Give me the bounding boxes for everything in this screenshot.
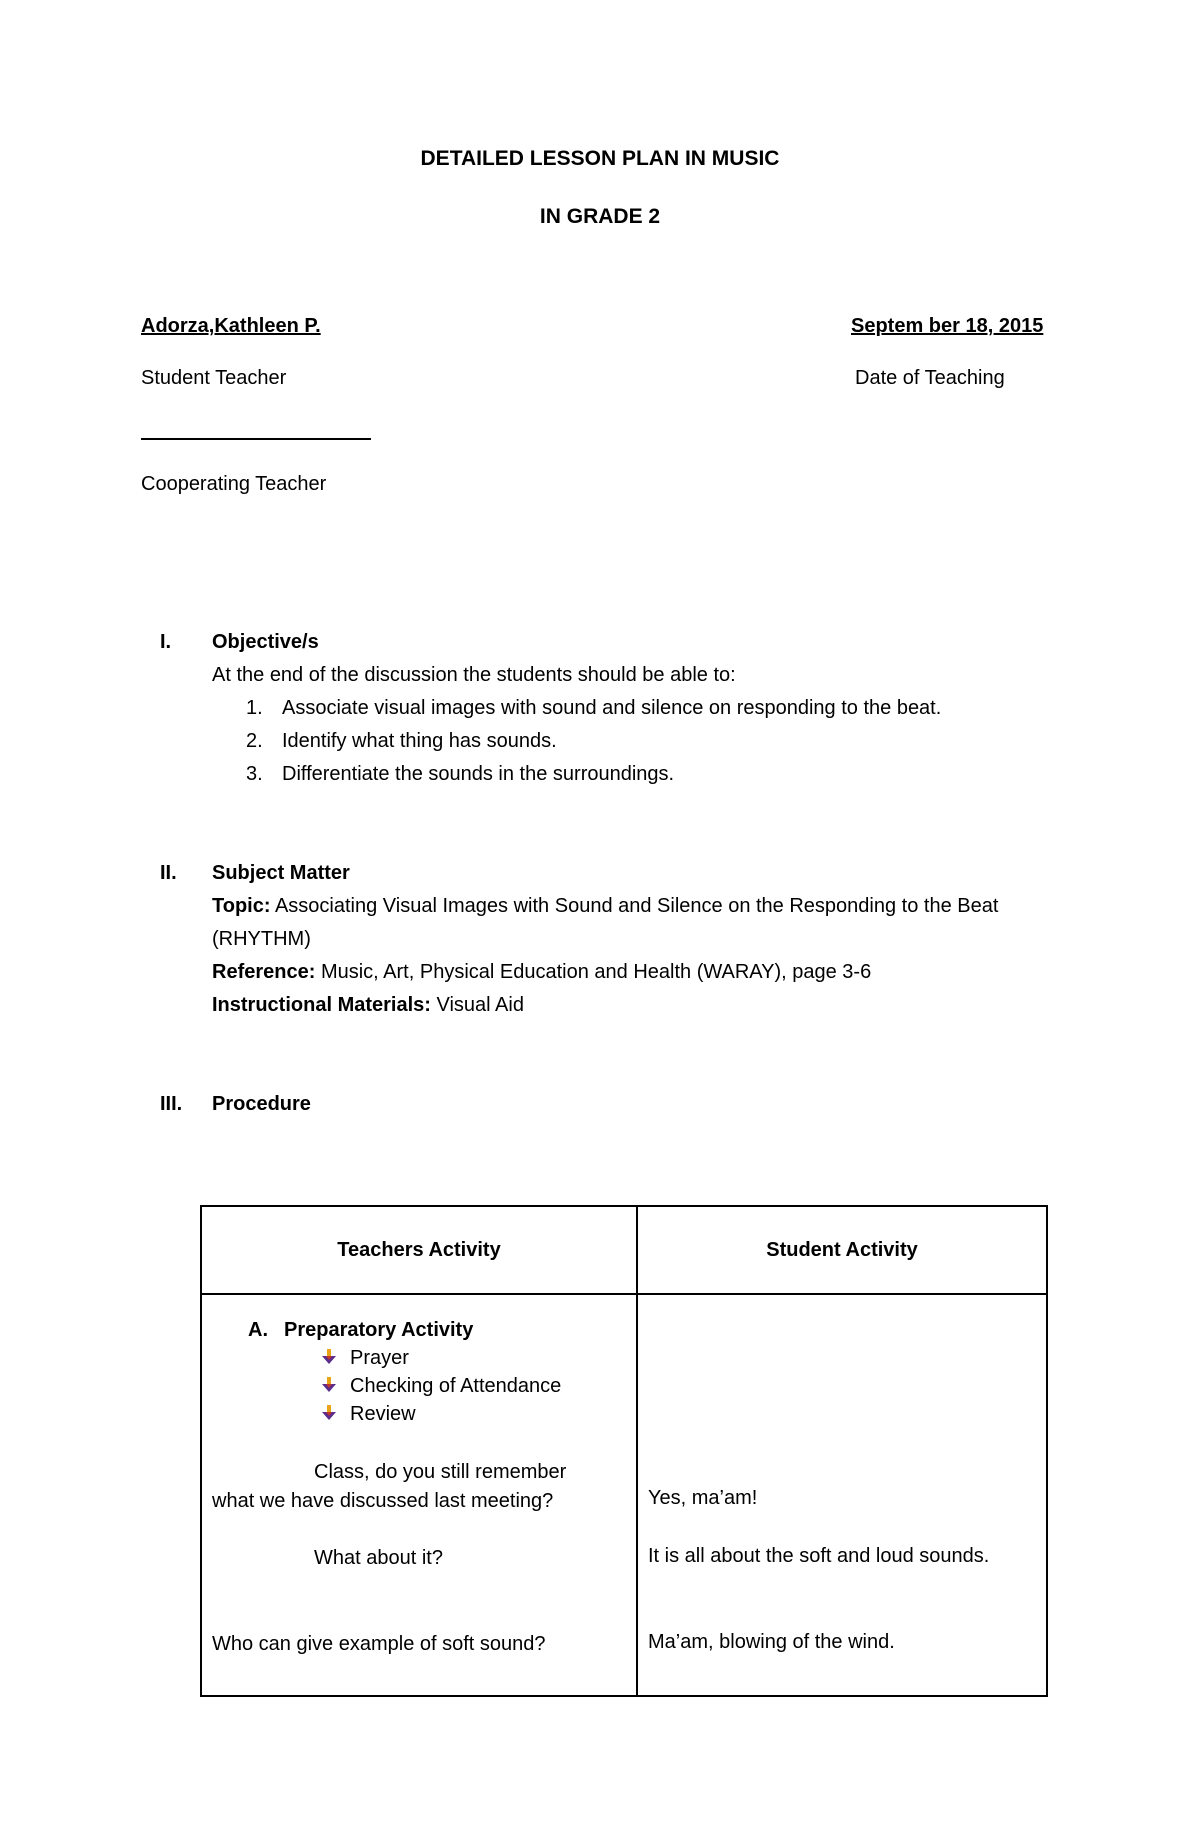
prep-heading: Preparatory Activity	[284, 1319, 474, 1341]
objectives-intro: At the end of the discussion the students should be able to:	[212, 664, 736, 686]
student-teacher-label: Student Teacher	[141, 367, 287, 389]
teacher-question: What about it?	[314, 1547, 443, 1569]
section-numeral-objectives: I.	[160, 631, 172, 653]
teacher-question: Class, do you still remember	[314, 1461, 567, 1483]
topic-text: Associating Visual Images with Sound and Silence on the Responding to the Beat	[270, 895, 999, 917]
reference-line	[212, 961, 871, 984]
down-arrow-bullet-icon	[320, 1348, 338, 1366]
materials-line	[212, 994, 524, 1017]
teaching-date: Septem ber 18, 2015	[851, 315, 1044, 337]
teacher-activity-cell	[201, 1294, 637, 1696]
section-numeral-procedure: III.	[160, 1093, 183, 1115]
section-numeral-subject-matter: II.	[160, 862, 177, 884]
prep-letter: A.	[248, 1319, 268, 1341]
procedure-table	[200, 1205, 1048, 1697]
down-arrow-bullet-icon	[320, 1404, 338, 1422]
signature-line	[141, 438, 371, 440]
date-of-teaching-label: Date of Teaching	[855, 367, 1005, 389]
reference-text: Music, Art, Physical Education and Health (WARAY), page 3-6	[315, 961, 872, 983]
student-answer: Yes, ma’am!	[648, 1487, 758, 1509]
bullet-label: Prayer	[350, 1347, 409, 1369]
objective-item: Identify what thing has sounds.	[282, 730, 557, 752]
objectives-heading: Objective/s	[212, 631, 319, 653]
reference-label: Reference:	[212, 961, 316, 983]
teacher-question: Who can give example of soft sound?	[212, 1633, 546, 1655]
bullet-item	[320, 1375, 338, 1398]
objective-number: 2.	[246, 730, 263, 752]
student-activity-header: Student Activity	[637, 1206, 1047, 1294]
objective-item: Associate visual images with sound and silence on responding to the beat.	[282, 697, 942, 719]
topic-line	[212, 895, 998, 918]
objective-number: 1.	[246, 697, 263, 719]
down-arrow-bullet-icon	[320, 1376, 338, 1394]
bullet-label: Review	[350, 1403, 416, 1425]
objective-item: Differentiate the sounds in the surroundings.	[282, 763, 675, 785]
bullet-item	[320, 1347, 338, 1370]
materials-label: Instructional Materials:	[212, 994, 431, 1016]
student-answer: It is all about the soft and loud sounds.	[648, 1545, 990, 1567]
student-activity-cell	[637, 1294, 1047, 1696]
student-answer: Ma’am, blowing of the wind.	[648, 1631, 895, 1653]
procedure-heading: Procedure	[212, 1093, 311, 1115]
teacher-activity-header: Teachers Activity	[201, 1206, 637, 1294]
grade-title: IN GRADE 2	[539, 205, 661, 228]
subject-matter-heading: Subject Matter	[212, 862, 350, 884]
cooperating-teacher-label: Cooperating Teacher	[141, 473, 327, 495]
materials-text: Visual Aid	[430, 994, 524, 1016]
bullet-label: Checking of Attendance	[350, 1375, 562, 1397]
document-title: DETAILED LESSON PLAN IN MUSIC	[420, 147, 780, 170]
objective-number: 3.	[246, 763, 263, 785]
bullet-item	[320, 1403, 338, 1426]
teacher-question-continuation: what we have discussed last meeting?	[212, 1490, 554, 1512]
topic-label: Topic:	[212, 895, 271, 917]
topic-continuation: (RHYTHM)	[212, 928, 311, 950]
student-teacher-name: Adorza,Kathleen P.	[141, 315, 321, 337]
